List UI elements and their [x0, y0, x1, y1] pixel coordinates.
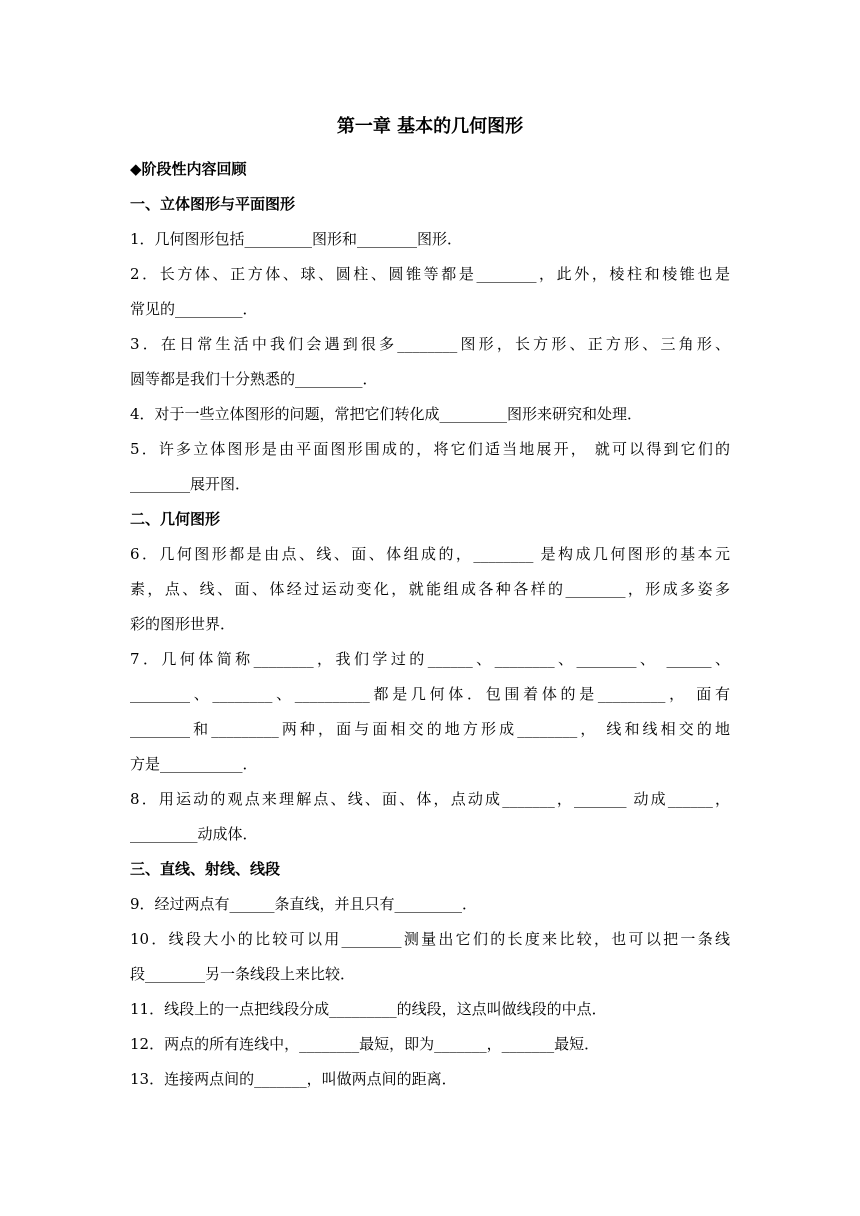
question-9 [130, 887, 730, 922]
question-line: 素，点、线、面、体经过运动变化，就能组成各种各样的________，形成多姿多 [130, 580, 730, 598]
question-line: 5．许多立体图形是由平面图形围成的，将它们适当地展开， 就可以得到它们的 [130, 440, 730, 458]
question-line: 4．对于一些立体图形的问题，常把它们转化成_________图形来研究和处理． [130, 405, 643, 423]
review-heading: ◆阶段性内容回顾 [130, 160, 247, 178]
question-line: 方是___________． [130, 755, 258, 773]
worksheet-page [130, 112, 730, 1097]
question-7 [130, 642, 730, 782]
question-line: 2．长方体、正方体、球、圆柱、圆锥等都是________，此外，棱柱和棱锥也是 [130, 265, 730, 283]
question-line: 7．几何体简称________，我们学过的______、________、________、 ______、 [130, 650, 730, 668]
section-heading: 一、立体图形与平面图形 [130, 195, 296, 213]
question-line: 8．用运动的观点来理解点、线、面、体，点动成_______，_______ 动成______， [130, 790, 730, 808]
question-line: 13．连接两点间的_______，叫做两点间的距离． [130, 1070, 457, 1088]
question-5 [130, 432, 730, 502]
question-1 [130, 222, 730, 257]
question-3 [130, 327, 730, 397]
question-10 [130, 922, 730, 992]
question-line: 10．线段大小的比较可以用________测量出它们的长度来比较，也可以把一条线 [130, 930, 730, 948]
question-line: 12．两点的所有连线中，________最短，即为_______，_______最短． [130, 1035, 600, 1053]
question-line: 段________另一条线段上来比较． [130, 965, 356, 983]
question-6 [130, 537, 730, 642]
question-line: _________动成体． [130, 825, 258, 843]
question-line: 9．经过两点有______条直线，并且只有_________． [130, 895, 478, 913]
question-2 [130, 257, 730, 327]
question-line: 1．几何图形包括_________图形和________图形． [130, 230, 463, 248]
question-line: 11．线段上的一点把线段分成_________的线段，这点叫做线段的中点． [130, 1000, 607, 1018]
question-12 [130, 1027, 730, 1062]
question-line: ________、________、__________都是几何体．包围着体的是_________， 面有 [130, 685, 730, 703]
question-13 [130, 1062, 730, 1097]
page-title: 第一章 基本的几何图形 [336, 116, 524, 137]
question-8 [130, 782, 730, 852]
question-4 [130, 397, 730, 432]
question-line: ________展开图． [130, 475, 251, 493]
question-line: ________和_________两种，面与面相交的地方形成________， 线和线相交的地 [130, 720, 730, 738]
section-heading: 二、几何图形 [130, 510, 221, 528]
question-line: 3．在日常生活中我们会遇到很多________图形，长方形、正方形、三角形、 [130, 335, 730, 353]
question-line: 6．几何图形都是由点、线、面、体组成的，________ 是构成几何图形的基本元 [130, 545, 730, 563]
question-line: 常见的_________． [130, 300, 258, 318]
question-line: 圆等都是我们十分熟悉的_________． [130, 370, 378, 388]
section-heading: 三、直线、射线、线段 [130, 860, 281, 878]
question-line: 彩的图形世界． [130, 615, 236, 633]
question-11 [130, 992, 730, 1027]
